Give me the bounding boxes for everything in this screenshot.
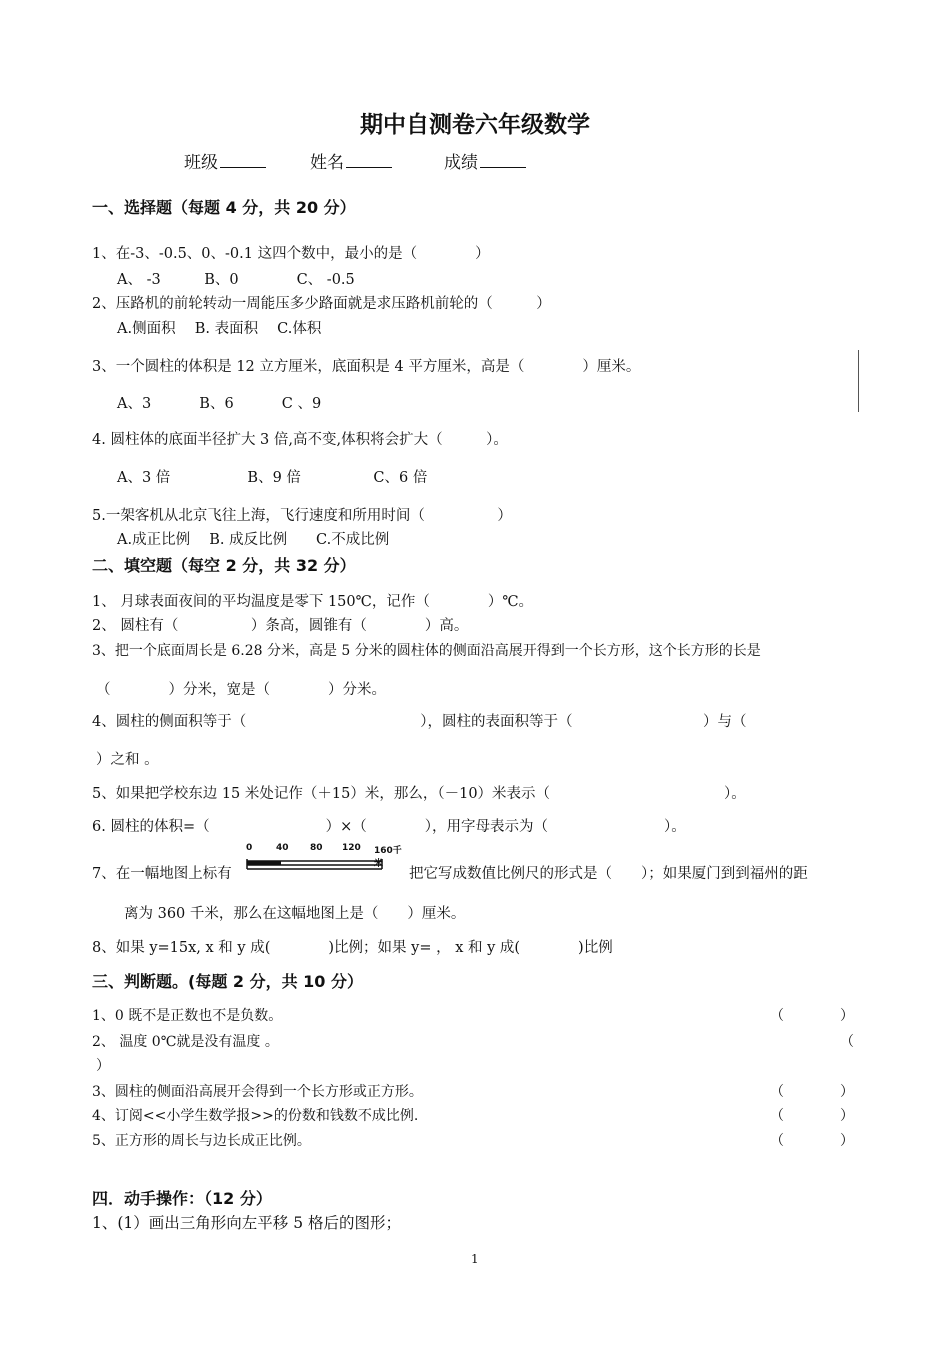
name-blank	[346, 151, 392, 168]
class-blank	[220, 151, 266, 168]
margin-rule	[858, 350, 859, 412]
s3-answer-3: （ ）	[770, 1084, 854, 1100]
page-title: 期中自测卷六年级数学	[360, 112, 590, 138]
s2-question-2: 2、 圆柱有（ ）条高，圆锥有（ ）高。	[92, 618, 469, 634]
s3-answer-2-open: （	[840, 1034, 854, 1050]
s1-question-1-options: A、 -3 B、0 C、 -0.5	[117, 272, 355, 288]
scale-label-40: 40	[276, 843, 289, 853]
s3-answer-5: （ ）	[770, 1133, 854, 1149]
s4-question-1: 1、(1）画出三角形向左平移 5 格后的图形；	[92, 1214, 401, 1232]
scale-label-0: 0	[246, 843, 253, 853]
s1-question-3: 3、一个圆柱的体积是 12 立方厘米，底面积是 4 平方厘米，高是（ ）厘米。	[92, 359, 641, 375]
scale-label-160km: 160千米	[374, 846, 402, 869]
section-4-heading: 四．动手操作：（12 分）	[92, 1189, 272, 1208]
map-scale-bar	[246, 843, 406, 875]
s3-question-4: 4、订阅<<小学生数学报>>的份数和钱数不成比例.	[92, 1108, 419, 1124]
section-2-heading: 二、填空题（每空 2 分，共 32 分）	[92, 556, 356, 575]
s3-question-5: 5、正方形的周长与边长成正比例。	[92, 1133, 311, 1149]
s2-question-6: 6. 圆柱的体积=（ ）×（ ），用字母表示为（ ）。	[92, 819, 686, 835]
s3-question-2: 2、 温度 0℃就是没有温度 。	[92, 1034, 279, 1050]
s2-question-8: 8、如果 y=15x, x 和 y 成( )比例；如果 y= ， x 和 y 成( )比例	[92, 940, 613, 956]
s2-question-3-line-1: 3、把一个底面周长是 6.28 分米，高是 5 分米的圆柱体的侧面沿高展开得到一个长方形，这个长方形的长是	[92, 643, 761, 659]
scale-label-120: 120	[342, 843, 361, 853]
s1-question-2: 2、压路机的前轮转动一周能压多少路面就是求压路机前轮的（ ）	[92, 296, 551, 312]
class-field	[184, 148, 266, 173]
score-blank	[480, 151, 526, 168]
s2-question-5: 5、如果把学校东边 15 米处记作（＋15）米，那么，（－10）米表示（ ）。	[92, 786, 746, 802]
s2-question-4-line-1: 4、圆柱的侧面积等于（ ），圆柱的表面积等于（ ）与（	[92, 714, 747, 730]
scale-label-80: 80	[310, 843, 323, 853]
s3-answer-4: （ ）	[770, 1108, 854, 1124]
class-label: 班级	[184, 153, 218, 173]
s1-question-1: 1、在-3、-0.5、0、-0.1 这四个数中，最小的是（ ）	[92, 246, 490, 262]
s1-question-5-options: A.成正比例 B. 成反比例 C.不成比例	[117, 532, 390, 548]
s1-question-3-options: A、3 B、6 C 、9	[117, 396, 322, 412]
name-field	[310, 148, 392, 173]
score-label: 成绩	[444, 153, 478, 173]
scale-bar-graphic	[246, 855, 386, 875]
name-label: 姓名	[310, 153, 344, 173]
s3-question-1: 1、0 既不是正数也不是负数。	[92, 1008, 283, 1024]
s2-question-7-start: 7、在一幅地图上标有	[92, 866, 232, 882]
section-1-heading: 一、选择题（每题 4 分，共 20 分）	[92, 198, 356, 217]
s2-question-3-line-2: （ ）分米，宽是（ ）分米。	[96, 682, 386, 698]
s1-question-4: 4. 圆柱体的底面半径扩大 3 倍,高不变,体积将会扩大（ ）。	[92, 432, 508, 448]
page-number: 1	[471, 1252, 479, 1266]
s1-question-5: 5.一架客机从北京飞往上海，飞行速度和所用时间（ ）	[92, 508, 512, 524]
section-3-heading: 三、判断题。(每题 2 分，共 10 分）	[92, 972, 363, 991]
s3-question-3: 3、圆柱的侧面沿高展开会得到一个长方形或正方形。	[92, 1084, 423, 1100]
s3-answer-1: （ ）	[770, 1008, 854, 1024]
s2-question-7-line-2: 离为 360 千米，那么在这幅地图上是（ ）厘米。	[124, 906, 466, 922]
s3-answer-2-close: ）	[96, 1058, 110, 1074]
s1-question-2-options: A.侧面积 B. 表面积 C.体积	[117, 321, 322, 337]
score-field	[444, 148, 526, 173]
s1-question-4-options: A、3 倍 B、9 倍 C、6 倍	[117, 470, 428, 486]
s2-question-7-end: 把它写成数值比例尺的形式是（ ）；如果厦门到到福州的距	[409, 866, 808, 882]
s2-question-1: 1、 月球表面夜间的平均温度是零下 150℃，记作（ ）℃。	[92, 594, 534, 610]
s2-question-4-line-2: ）之和 。	[96, 752, 159, 768]
